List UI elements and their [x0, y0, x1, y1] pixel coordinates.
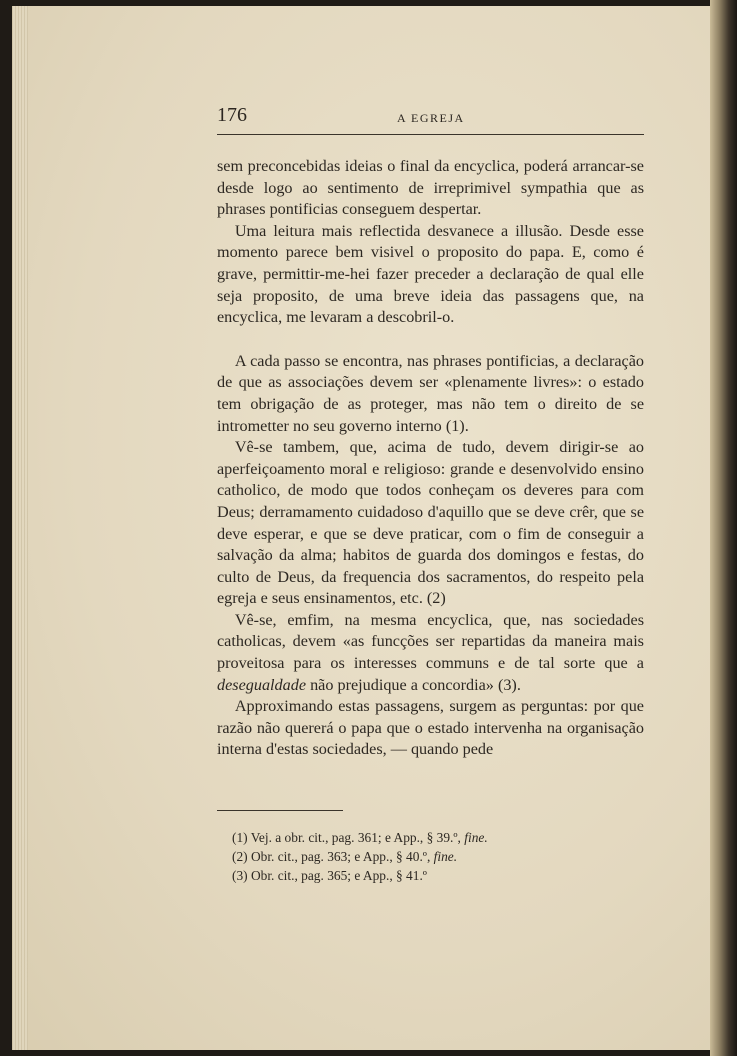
footnote-italic: fine.	[464, 830, 488, 845]
footnotes	[232, 828, 632, 885]
page-number: 176	[217, 104, 247, 126]
header-rule	[217, 134, 644, 135]
footnote-rule	[217, 810, 343, 811]
footnote	[232, 866, 632, 885]
paragraph-text: Vê-se, emfim, na mesma encyclica, que, nas sociedades catholicas, devem «as funcções ser repartidas da maneira mais proveitosa para os interesses communs e de tal sorte que a	[217, 610, 644, 673]
paragraph: sem preconcebidas ideias o final da encyclica, poderá arrancar-se desde logo ao sentimento de irreprimivel sympathia que as phrases pontificias conseguem despertar.	[217, 157, 644, 219]
running-head: A EGREJA	[397, 111, 465, 125]
footnote-italic: fine.	[433, 849, 458, 864]
paragraph-text: não prejudique a concordia» (3).	[306, 675, 521, 694]
paragraph	[217, 610, 644, 696]
page-edge-stack	[12, 6, 28, 1050]
paragraph-emphasis: desegualdade	[217, 675, 307, 694]
footnote-text: (3) Obr. cit., pag. 365; e App., § 41.º	[232, 868, 427, 883]
paragraph: Approximando estas passagens, surgem as perguntas: por que razão não quererá o papa que o estado intervenha na organisação interna d'estas sociedades, — quando pede	[217, 697, 644, 759]
footnote-text: (1) Vej. a obr. cit., pag. 361; e App., § 39.º,	[232, 830, 465, 845]
paragraph: Vê-se tambem, que, acima de tudo, devem dirigir-se ao aperfeiçoamento moral e religioso: grande e desenvolvido ensino catholico, de modo que todos conheçam os deveres para com Deus; derramamento cuidadoso d'aquillo que se deve crêr, que se deve esperar, e que se deve praticar, com o fim de conseguir a salvação da alma; habitos de guarda dos domingos e festas, do culto de Deus, da frequencia dos sacramentos, do respeito pela egreja e seus ensinamentos, etc. (2)	[217, 438, 644, 608]
body-text	[217, 156, 644, 761]
paragraph: Uma leitura mais reflectida desvanece a illusão. Desde esse momento parece bem visivel o proposito do papa. E, como é grave, permittir-me-hei fazer preceder a declaração de qual elle seja proposito, de uma breve ideia das passagens que, na encyclica, me levaram a descobril-o.	[217, 221, 644, 327]
paragraph: A cada passo se encontra, nas phrases pontificias, a declaração de que as associações devem ser «plenamente livres»: o estado tem obrigação de as proteger, mas não tem o direito de se intrometter no seu governo interno (1).	[217, 351, 644, 435]
page-header	[217, 104, 644, 130]
book-gutter-shadow	[710, 0, 737, 1056]
footnote	[232, 828, 632, 847]
footnote-text: (2) Obr. cit., pag. 363; e App., § 40.º,	[232, 849, 434, 864]
footnote	[232, 847, 632, 866]
